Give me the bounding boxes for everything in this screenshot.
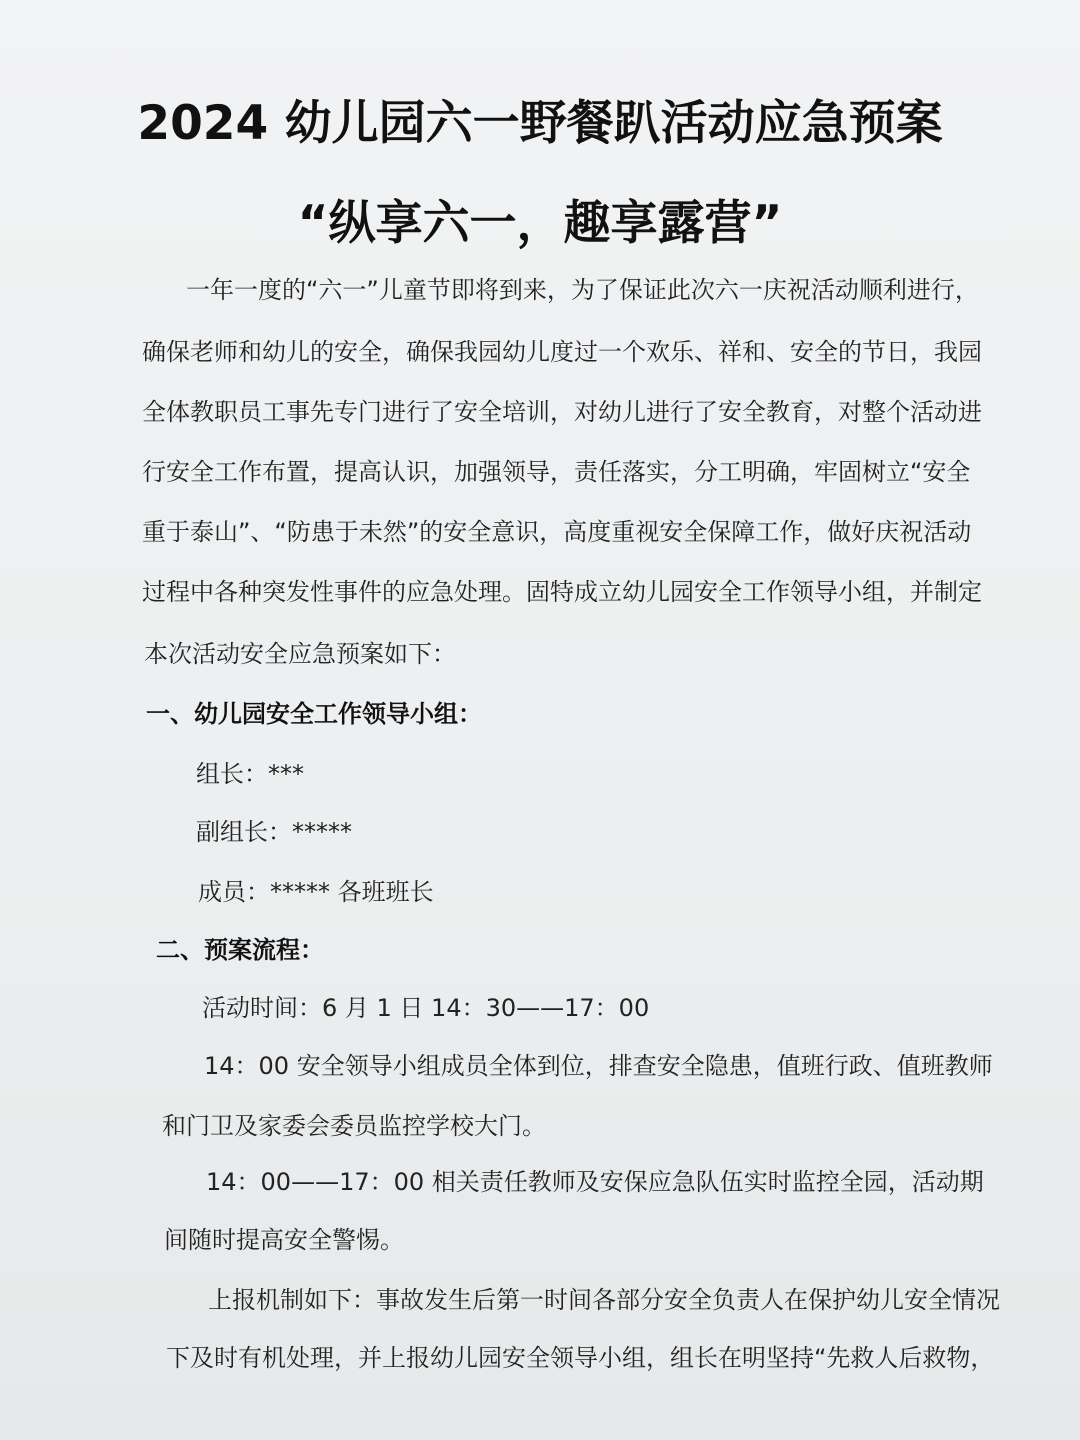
intro-line: 重于泰山”、“防患于未然”的安全意识，高度重视安全保障工作，做好庆祝活动	[142, 518, 972, 546]
procedure-line: 14：00——17：00 相关责任教师及安保应急队伍实时监控全园，活动期	[206, 1168, 984, 1196]
intro-line: 全体教职员工事先专门进行了安全培训，对幼儿进行了安全教育，对整个活动进	[142, 398, 982, 426]
intro-line: 过程中各种突发性事件的应急处理。固特成立幼儿园安全工作领导小组，并制定	[142, 578, 982, 606]
intro-line: 确保老师和幼儿的安全，确保我园幼儿度过一个欢乐、祥和、安全的节日，我园	[142, 338, 982, 366]
deputy-line: 副组长：*****	[196, 818, 352, 846]
procedure-line: 和门卫及家委会委员监控学校大门。	[162, 1112, 546, 1140]
intro-line: 行安全工作布置，提高认识，加强领导，责任落实，分工明确，牢固树立“安全	[142, 458, 971, 486]
procedure-line: 14：00 安全领导小组成员全体到位，排查安全隐患，值班行政、值班教师	[204, 1052, 993, 1080]
report-line: 上报机制如下：事故发生后第一时间各部分安全负责人在保护幼儿安全情况	[208, 1286, 1000, 1314]
activity-time: 活动时间：6 月 1 日 14：30——17：00	[202, 994, 650, 1022]
document-title: 2024 幼儿园六一野餐趴活动应急预案	[137, 96, 943, 151]
report-line: 下及时有机处理，并上报幼儿园安全领导小组，组长在明坚持“先救人后救物，	[166, 1344, 995, 1372]
leader-line: 组长：***	[196, 760, 304, 788]
section2-heading: 二、预案流程：	[156, 936, 324, 964]
intro-line: 一年一度的“六一”儿童节即将到来，为了保证此次六一庆祝活动顺利进行，	[186, 276, 979, 304]
document-subtitle: “纵享六一，趣享露营”	[297, 196, 783, 251]
section1-heading: 一、幼儿园安全工作领导小组：	[146, 700, 482, 728]
procedure-line: 间随时提高安全警惕。	[164, 1226, 404, 1254]
intro-line: 本次活动安全应急预案如下：	[144, 640, 456, 668]
members-line: 成员：***** 各班班长	[198, 878, 434, 906]
